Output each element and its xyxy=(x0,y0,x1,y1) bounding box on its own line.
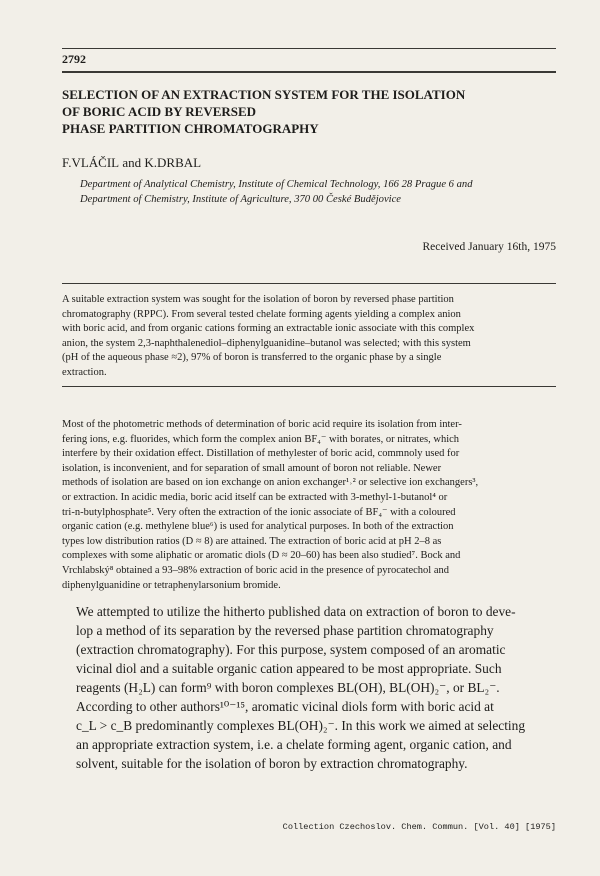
paragraph-line: lop a method of its separation by the reversed phase partition chromatography xyxy=(76,623,494,638)
paragraph-line: solvent, suitable for the isolation of boron by extraction chromatography. xyxy=(76,756,468,771)
paragraph-line: (extraction chromatography). For this purpose, system composed of an aromatic xyxy=(76,642,506,657)
abstract-line: chromatography (RPPC). From several tested chelate forming agents yielding a complex anion xyxy=(62,308,461,320)
paragraph-line: complexes with some aliphatic or aromatic diols (D ≈ 20–60) has been also studied⁷. Bock and xyxy=(62,550,461,562)
abstract xyxy=(62,293,556,380)
article-title xyxy=(62,86,556,137)
paragraph-line: Most of the photometric methods of determination of boric acid require its isolation from inter- xyxy=(62,419,462,430)
paragraph-line: isolation, is inconvenient, and for separation of small amount of boron not reliable. Newer xyxy=(62,462,442,474)
abstract-line: anion, the system 2,3-naphthalenediol–diphenylguanidine–butanol was selected; with this system xyxy=(62,337,471,349)
paragraph-line: types low distribution ratios (D ≈ 8) are attained. The extraction of boric acid at pH 2–8 as xyxy=(62,535,442,547)
paragraph-line: interfere by their oxidation effect. Distillation of methylester of boric acid, commnoly used for xyxy=(62,448,460,460)
paragraph-line: fering ions, e.g. fluorides, which form the complex anion BF₄⁻ with borates, or nitrates, which xyxy=(62,433,460,445)
authors xyxy=(62,155,201,171)
affiliation-line: Department of Analytical Chemistry, Institute of Chemical Technology, 166 28 Prague 6 and xyxy=(80,179,473,190)
abstract-line: with boric acid, and from organic cations forming an extractable ionic associate with this complex xyxy=(62,323,475,334)
title-line: PHASE PARTITION CHROMATOGRAPHY xyxy=(62,121,319,136)
affiliation xyxy=(80,177,556,207)
page-number: 2792 xyxy=(62,52,86,66)
paragraph-line: methods of isolation are based on ion exchange on anion exchanger¹˒² or selective ion exchangers³, xyxy=(62,477,479,489)
author-name: K.DRBAL xyxy=(144,155,202,170)
paragraph-line: an appropriate extraction system, i.e. a chelate forming agent, organic cation, and xyxy=(76,737,512,752)
paragraph-line: reagents (H₂L) can form⁹ with boron complexes BL(OH), BL(OH)₂⁻, or BL₂⁻. xyxy=(76,680,500,695)
paragraph-line: or extraction. In acidic media, boric acid itself can be extracted with 3-methyl-1-butanol⁴ or xyxy=(62,491,448,503)
top-rule xyxy=(62,48,556,49)
paragraph-line: tri-n-butylphosphate⁵. Very often the extraction of the ionic associate of BF₄⁻ with a coloured xyxy=(62,506,456,518)
abstract-top-rule xyxy=(62,283,556,284)
abstract-line: (pH of the aqueous phase ≈2), 97% of boron is transferred to the organic phase by a single xyxy=(62,352,442,363)
abstract-line: A suitable extraction system was sought for the isolation of boron by reversed phase partition xyxy=(62,294,454,305)
abstract-bottom-rule xyxy=(62,386,556,387)
main-paragraph xyxy=(62,602,556,773)
affiliation-line: Department of Chemistry, Institute of Agriculture, 370 00 České Budějovice xyxy=(80,194,401,205)
intro-paragraph xyxy=(62,418,556,593)
paragraph-line: diphenylguanidine or tetraphenylarsonium bromide. xyxy=(62,579,281,591)
author-conjunction: and xyxy=(122,155,142,170)
paragraph-line: c_L > c_B predominantly complexes BL(OH)₂⁻. In this work we aimed at selecting xyxy=(76,718,526,733)
paragraph-line: vicinal diol and a suitable organic cation appeared to be most appropriate. Such xyxy=(76,661,502,676)
received-date: Received January 16th, 1975 xyxy=(422,241,556,253)
title-line: OF BORIC ACID BY REVERSED xyxy=(62,104,257,119)
paragraph-line: organic cation (e.g. methylene blue⁶) is used for analytical purposes. In both of the extraction xyxy=(62,521,454,533)
author-name: F.VLÁČIL xyxy=(62,155,120,170)
title-line: SELECTION OF AN EXTRACTION SYSTEM FOR THE ISOLATION xyxy=(62,87,466,102)
abstract-line: extraction. xyxy=(62,366,107,378)
header-rule xyxy=(62,71,556,73)
journal-footer: Collection Czechoslov. Chem. Commun. [Vol. 40] [1975] xyxy=(282,822,556,832)
paragraph-line: We attempted to utilize the hitherto published data on extraction of boron to deve- xyxy=(76,604,516,619)
paragraph-line: According to other authors¹⁰⁻¹⁵, aromatic vicinal diols form with boric acid at xyxy=(76,699,494,714)
paragraph-line: Vrchlabský⁸ obtained a 93–98% extraction of boric acid in the presence of pyrocatechol and xyxy=(62,564,450,576)
